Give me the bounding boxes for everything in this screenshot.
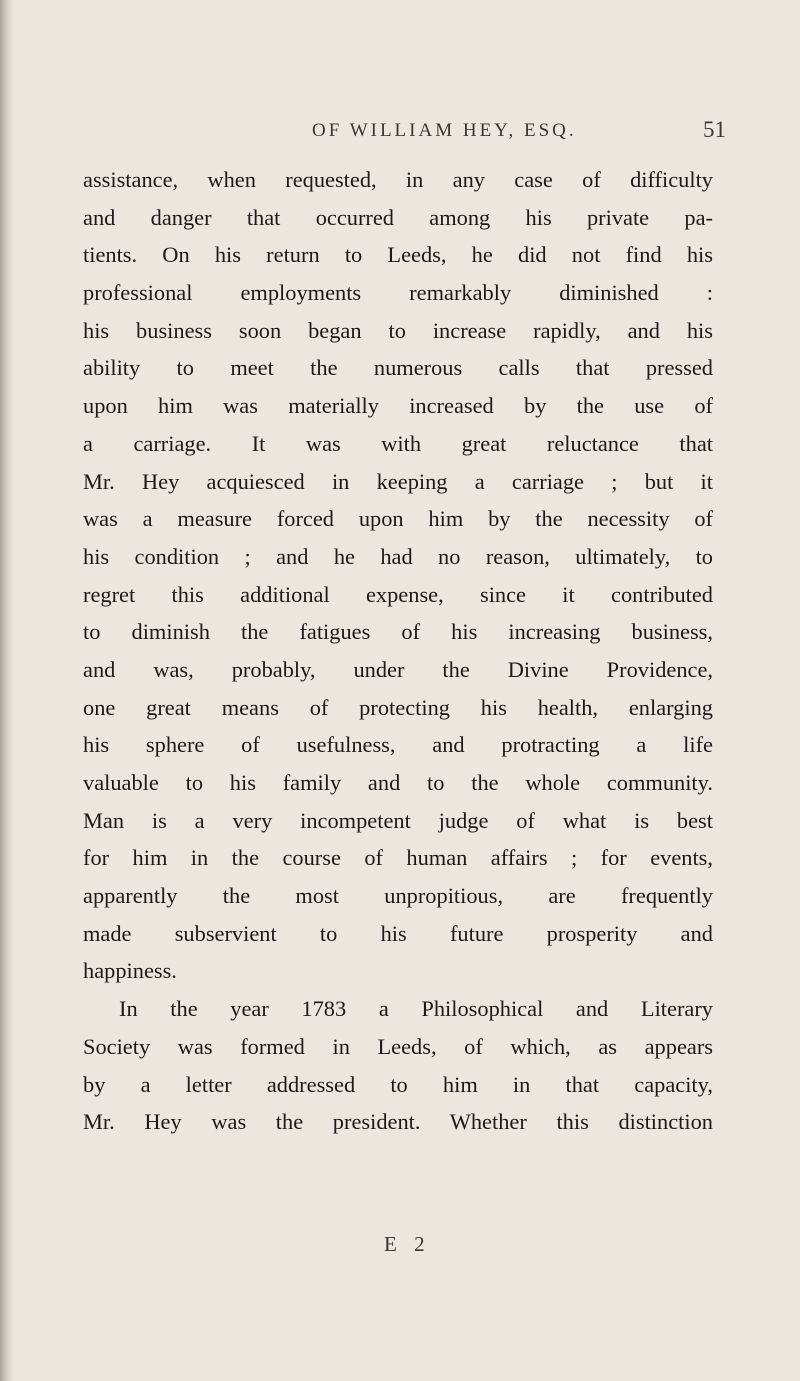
text-line: assistance, when requested, in any case of difficulty	[83, 167, 713, 192]
text-line: and was, probably, under the Divine Providence,	[83, 656, 713, 682]
text-line: Mr. Hey was the president. Whether this distinction	[83, 1109, 713, 1135]
text-line: made subservient to his future prosperity and	[83, 920, 713, 946]
text-line: happiness.	[83, 958, 177, 984]
text-line: for him in the course of human affairs ; for events,	[83, 845, 713, 871]
text-line: and danger that occurred among his private pa-	[83, 204, 713, 230]
text-line: Man is a very incompetent judge of what is best	[83, 807, 713, 833]
text-line: tients. On his return to Leeds, he did not find his	[83, 242, 713, 268]
text-line: his condition ; and he had no reason, ultimately, to	[83, 543, 713, 569]
printer-signature-mark: E 2	[384, 1232, 431, 1256]
text-line: one great means of protecting his health, enlarging	[83, 694, 713, 720]
text-line: upon him was materially increased by the use of	[83, 393, 713, 419]
text-line: to diminish the fatigues of his increasing business,	[83, 619, 713, 645]
text-line: by a letter addressed to him in that capacity,	[83, 1071, 713, 1097]
text-line: regret this additional expense, since it contributed	[83, 581, 713, 607]
running-head	[0, 117, 800, 148]
text-line: professional employments remarkably diminished :	[83, 280, 713, 306]
page-number: 51	[703, 117, 726, 142]
text-line: Society was formed in Leeds, of which, as appears	[83, 1033, 713, 1059]
text-line: ability to meet the numerous calls that pressed	[83, 355, 713, 381]
text-line: his business soon began to increase rapidly, and his	[83, 317, 713, 343]
paragraph-start-line: In the year 1783 a Philosophical and Literary	[119, 996, 713, 1022]
text-line: valuable to his family and to the whole community.	[83, 770, 713, 795]
text-line: his sphere of usefulness, and protracting a life	[83, 732, 713, 758]
text-line: apparently the most unpropitious, are frequently	[83, 883, 713, 909]
text-line: was a measure forced upon him by the necessity of	[83, 506, 713, 532]
body-text	[83, 161, 713, 1141]
text-line: a carriage. It was with great reluctance that	[83, 430, 713, 456]
text-line: Mr. Hey acquiesced in keeping a carriage ; but it	[83, 468, 713, 494]
page-gutter-shadow	[0, 0, 14, 1381]
running-head-title: OF WILLIAM HEY, ESQ.	[312, 120, 577, 141]
